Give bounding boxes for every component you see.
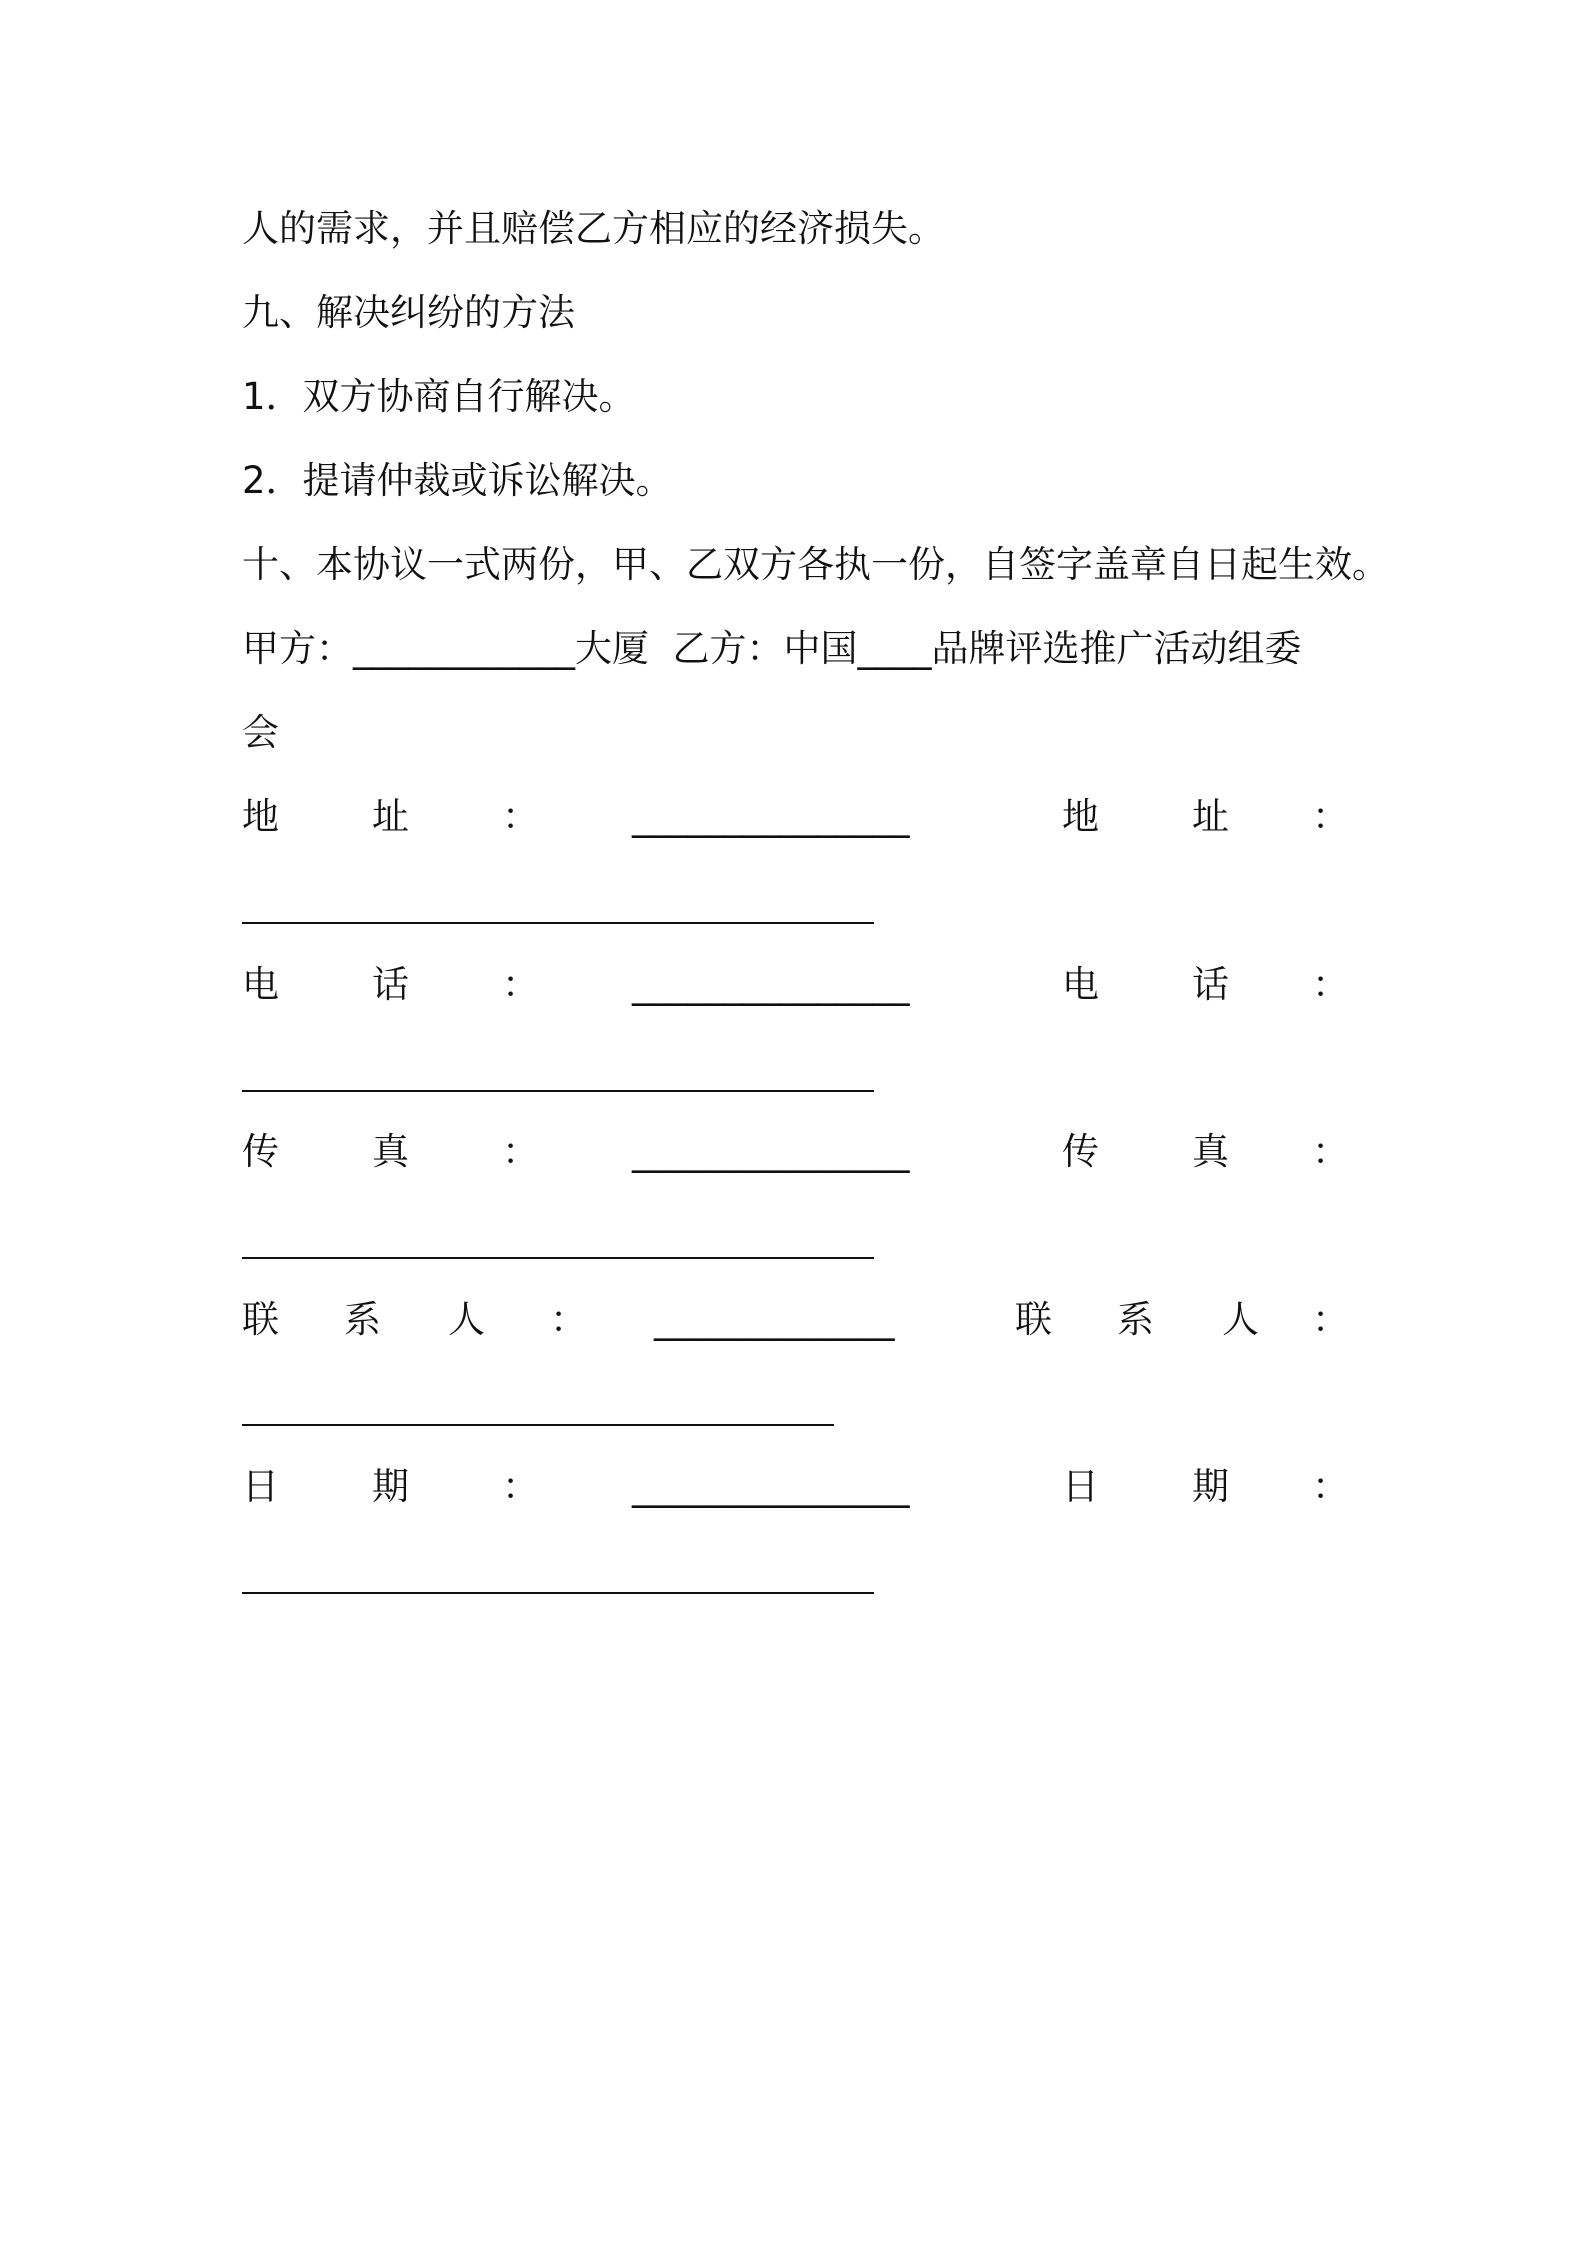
fax-char-4: 真 <box>1192 1130 1229 1173</box>
phone-char-1: 电 <box>242 963 279 1006</box>
date-row <box>242 1459 1349 1515</box>
section-heading-copies: 十、本协议一式两份，甲、乙双方各执一份，自签字盖章自日起生效。 <box>242 543 1389 586</box>
address-colon: ： <box>502 795 539 838</box>
date-char-2: 期 <box>372 1465 409 1508</box>
contact-char-3: 人 <box>448 1298 485 1341</box>
address-row <box>242 789 1349 845</box>
phone-char-2: 话 <box>372 963 409 1006</box>
parties-line: 甲方：____________大厦 乙方：中国____品牌评选推广活动组委 <box>242 627 1302 670</box>
address-char-3: 地 <box>1062 795 1099 838</box>
phone-char-3: 电 <box>1062 963 1099 1006</box>
contact-char-1: 联 <box>242 1298 279 1341</box>
address-colon-2: ： <box>1312 795 1349 838</box>
contact-char-4: 联 <box>1015 1298 1052 1341</box>
party-a-fax-blank: _______________ <box>632 1130 910 1173</box>
fax-char-2: 真 <box>372 1130 409 1173</box>
contact-colon-2: ： <box>1312 1298 1349 1341</box>
paragraph-compensation: 人的需求，并且赔偿乙方相应的经济损失。 <box>242 207 945 250</box>
contact-row <box>242 1292 1349 1348</box>
contact-colon: ： <box>550 1298 587 1341</box>
party-a-phone-blank: _______________ <box>632 963 910 1006</box>
fax-row <box>242 1124 1349 1180</box>
clause-arbitration: 2．提请仲裁或诉讼解决。 <box>242 459 673 502</box>
party-b-date-rule <box>242 1592 874 1594</box>
date-colon-2: ： <box>1312 1465 1349 1508</box>
fax-colon: ： <box>502 1130 539 1173</box>
contact-char-2: 系 <box>344 1298 381 1341</box>
party-b-fax-rule <box>242 1257 874 1259</box>
party-b-contact-rule <box>242 1424 834 1426</box>
party-a-date-blank: _______________ <box>632 1465 910 1508</box>
phone-char-4: 话 <box>1192 963 1229 1006</box>
address-char-4: 址 <box>1192 795 1229 838</box>
date-char-3: 日 <box>1062 1465 1099 1508</box>
address-char-2: 址 <box>372 795 409 838</box>
phone-colon: ： <box>502 963 539 1006</box>
party-b-address-rule <box>242 922 874 924</box>
parties-line-continuation: 会 <box>242 711 279 754</box>
fax-colon-2: ： <box>1312 1130 1349 1173</box>
party-a-address-blank: _______________ <box>632 795 910 838</box>
party-b-phone-rule <box>242 1090 874 1092</box>
phone-colon-2: ： <box>1312 963 1349 1006</box>
section-heading-dispute-resolution: 九、解决纠纷的方法 <box>242 291 575 334</box>
contact-char-5: 系 <box>1117 1298 1154 1341</box>
clause-negotiation: 1．双方协商自行解决。 <box>242 375 636 418</box>
address-char-1: 地 <box>242 795 279 838</box>
party-a-contact-blank: _____________ <box>654 1298 895 1341</box>
fax-char-3: 传 <box>1062 1130 1099 1173</box>
phone-row <box>242 957 1349 1013</box>
fax-char-1: 传 <box>242 1130 279 1173</box>
date-char-1: 日 <box>242 1465 279 1508</box>
contact-char-6: 人 <box>1222 1298 1259 1341</box>
date-char-4: 期 <box>1192 1465 1229 1508</box>
date-colon: ： <box>502 1465 539 1508</box>
